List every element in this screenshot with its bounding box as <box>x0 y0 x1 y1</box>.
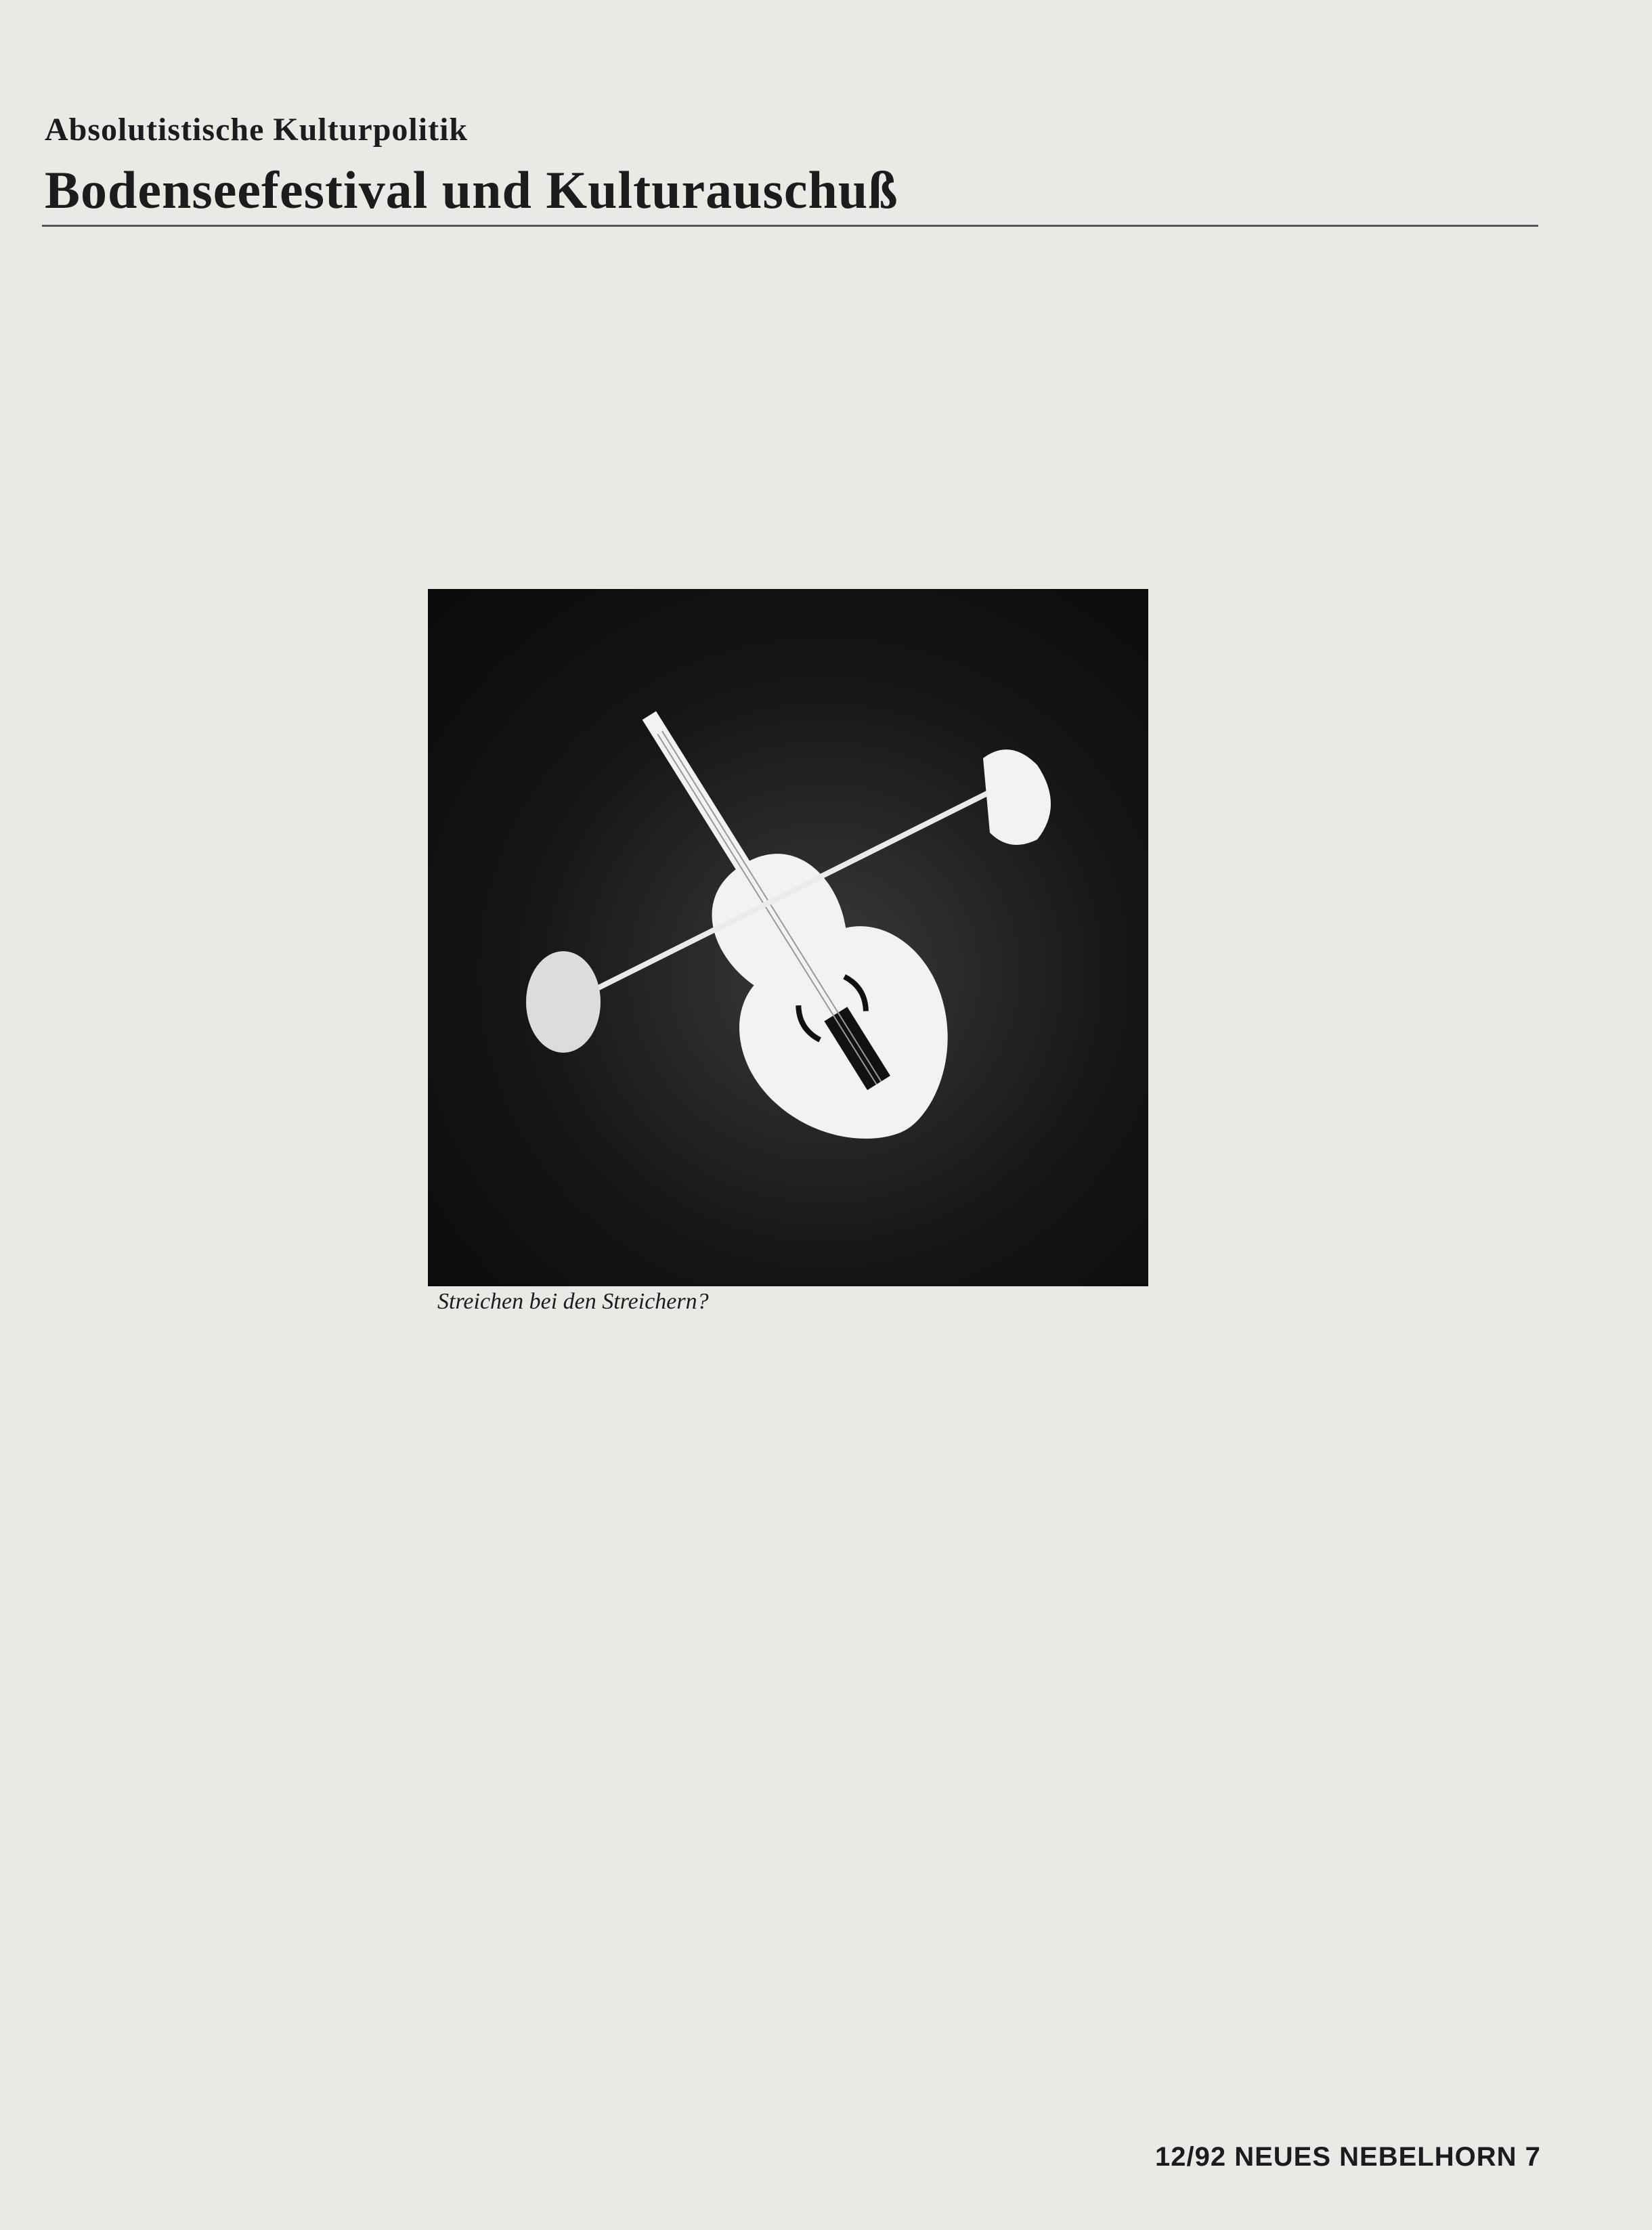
photo-caption: Streichen bei den Streichern? <box>437 1289 709 1314</box>
page-footer: 12/92 NEUES NEBELHORN 7 <box>1155 2142 1541 2172</box>
body-column-4 <box>1192 257 1530 2126</box>
cello-photo <box>428 589 1148 1286</box>
kicker: Absolutistische Kulturpolitik <box>45 112 469 148</box>
cello-icon <box>428 589 1148 1286</box>
body-column-1 <box>45 257 383 2126</box>
headline: Bodenseefestival und Kulturauschuß <box>45 160 898 219</box>
headline-rule <box>42 225 1538 227</box>
